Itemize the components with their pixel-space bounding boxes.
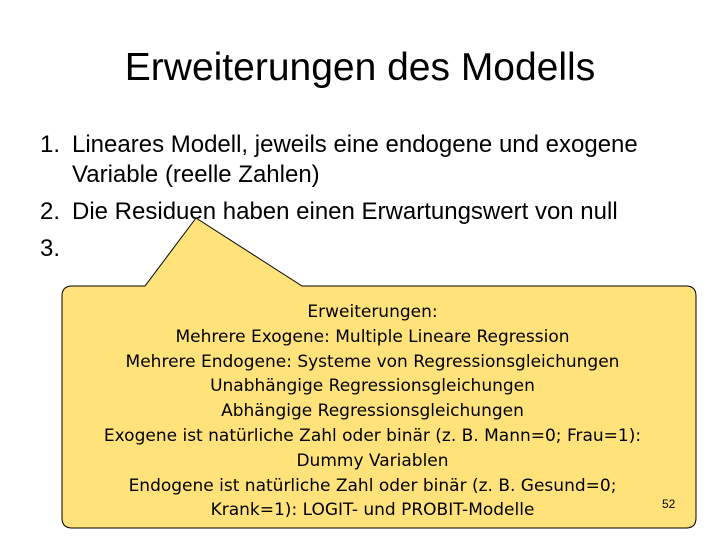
list-item-number: 1.: [40, 131, 61, 158]
callout-text: [50, 300, 695, 523]
callout-line: Endogene ist natürliche Zahl oder binär (z. B. Gesund=0;: [128, 475, 617, 496]
callout-line: Mehrere Exogene: Multiple Lineare Regression: [175, 326, 570, 347]
callout-line: Dummy Variablen: [296, 450, 449, 471]
slide-title: Erweiterungen des Modells: [124, 46, 596, 89]
callout-line: Exogene ist natürliche Zahl oder binär (z. B. Mann=0; Frau=1):: [103, 425, 642, 446]
callout-line: Mehrere Endogene: Systeme von Regressionsgleichungen: [125, 351, 620, 372]
list-item-text: Die Residuen haben einen Erwartungswert von null: [72, 198, 618, 225]
callout-line: Erweiterungen:: [307, 302, 438, 322]
callout-line: Abhängige Regressionsgleichungen: [221, 401, 524, 422]
list-item-text: Lineares Modell, jeweils eine endogene und exogene Variable (reelle Zahlen): [72, 131, 638, 188]
list-item-number: 2.: [40, 198, 61, 225]
callout-line: Krank=1): LOGIT- und PROBIT-Modelle: [210, 500, 535, 521]
callout-line: Unabhängige Regressionsgleichungen: [210, 376, 535, 397]
page-number: 52: [662, 497, 676, 511]
list-item-number: 3.: [40, 235, 61, 262]
